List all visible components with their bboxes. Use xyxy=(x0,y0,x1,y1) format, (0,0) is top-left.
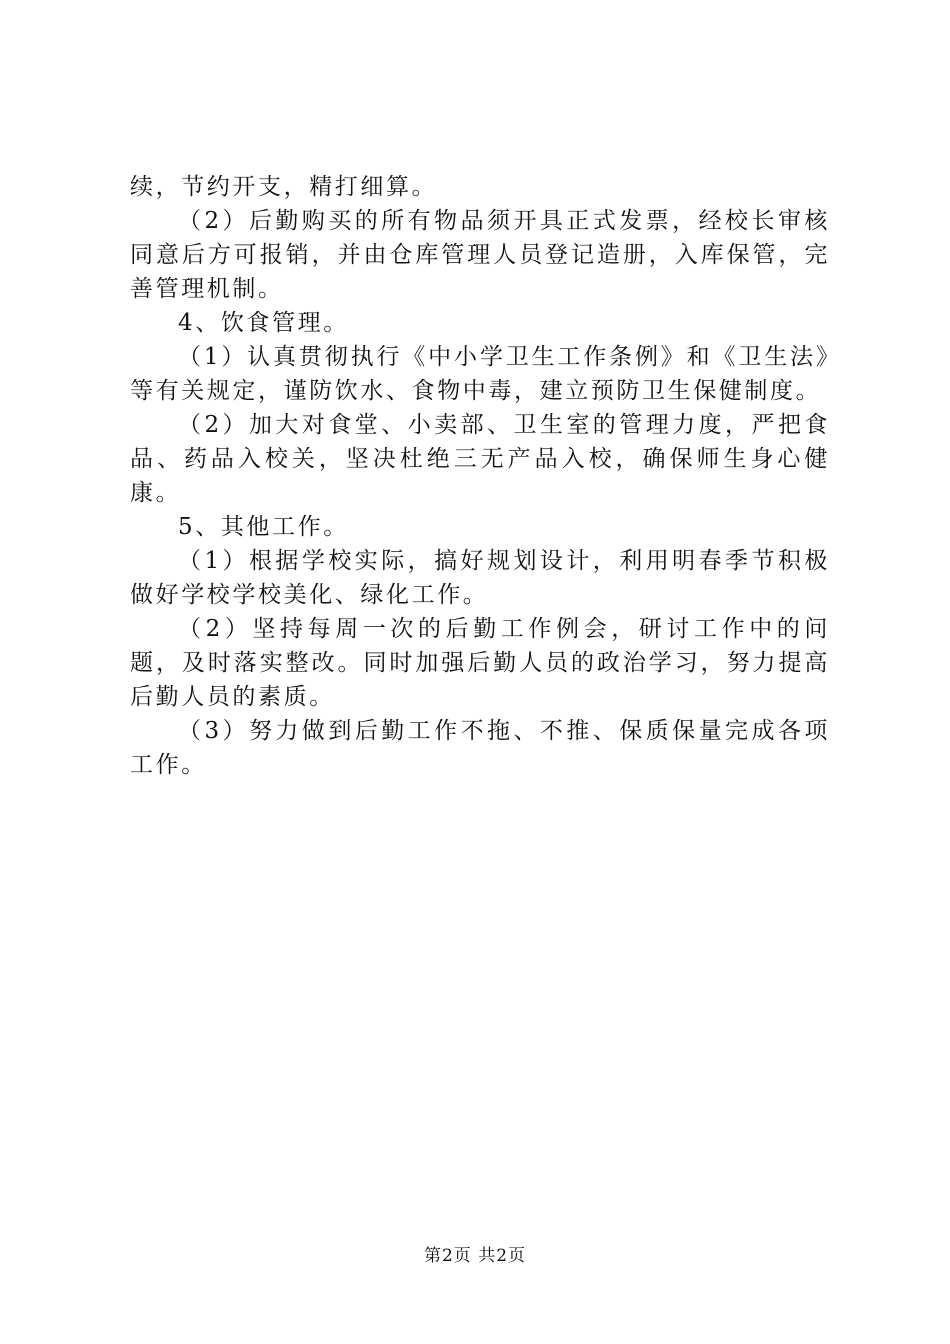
paragraph-quality-work: （3）努力做到后勤工作不拖、不推、保质保量完成各项工作。 xyxy=(130,718,830,778)
paragraph-campus-greening: （1）根据学校实际，搞好规划设计，利用明春季节积极做好学校学校美化、绿化工作。 xyxy=(130,548,830,608)
paragraph-weekly-meeting: （2）坚持每周一次的后勤工作例会，研讨工作中的问题，及时落实整改。同时加强后勤人员的政治学习，努力提高后勤人员的素质。 xyxy=(130,616,830,710)
paragraph-hygiene-regulations: （1）认真贯彻执行《中小学卫生工作条例》和《卫生法》等有关规定，谨防饮水、食物中毒，建立预防卫生保健制度。 xyxy=(130,344,830,404)
paragraph-continuation: 续，节约开支，精打细算。 xyxy=(130,174,438,200)
document-body xyxy=(130,170,830,782)
page-number-footer: 第2页 共2页 xyxy=(423,1246,527,1266)
paragraph-canteen-management: （2）加大对食堂、小卖部、卫生室的管理力度，严把食品、药品入校关，坚决杜绝三无产品入校，确保师生身心健康。 xyxy=(130,412,830,506)
section-heading-other-work: 5、其他工作。 xyxy=(178,514,349,540)
paragraph-purchase-invoice: （2）后勤购买的所有物品须开具正式发票，经校长审核同意后方可报销，并由仓库管理人员登记造册，入库保管，完善管理机制。 xyxy=(130,208,830,302)
section-heading-diet-management: 4、饮食管理。 xyxy=(178,310,349,336)
